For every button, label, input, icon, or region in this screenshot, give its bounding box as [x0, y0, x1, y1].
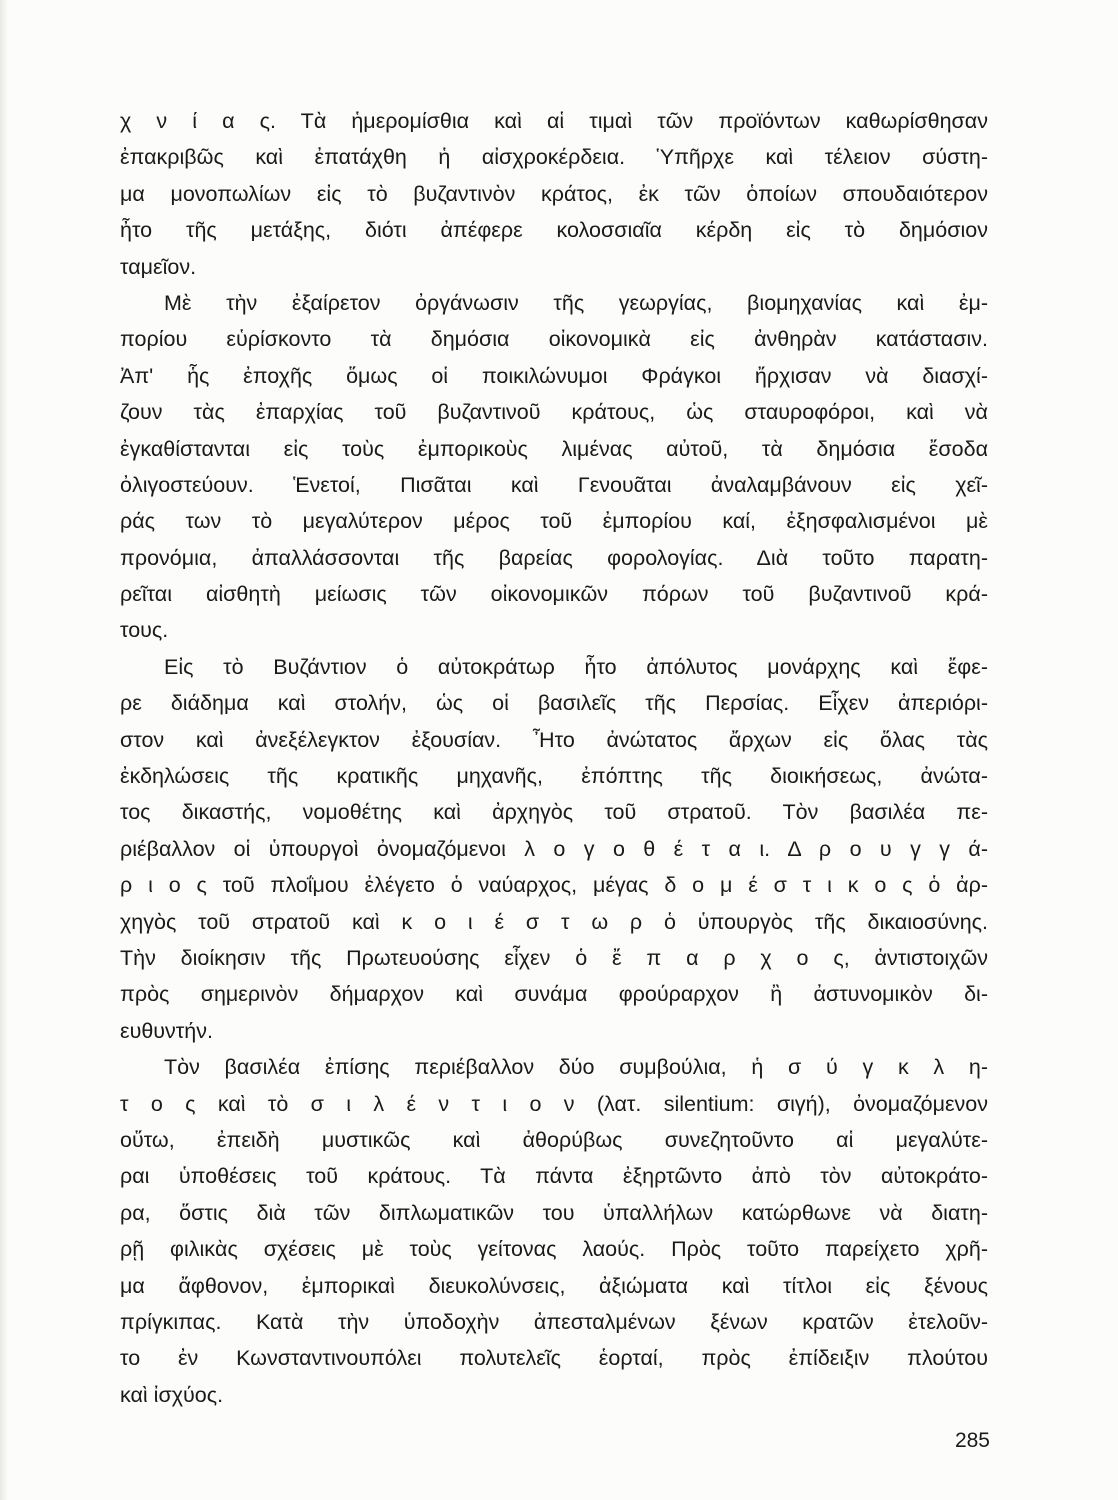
text-line: πρὸς σημερινὸν δήμαρχον καὶ συνάμα φρούραρχον ἢ ἀστυνομικὸν δι-: [120, 982, 988, 1007]
text-line: οὕτω, ἐπειδὴ μυστικῶς καὶ ἀθορύβως συνεζητοῦντο αἱ μεγαλύτε-: [120, 1127, 988, 1152]
text-line: μα ἄφθονον, ἐμπορικαὶ διευκολύνσεις, ἀξιώματα καὶ τίτλοι εἰς ξένους: [120, 1273, 988, 1298]
text-line: ἐπακριβῶς καὶ ἐπατάχθη ἡ αἰσχροκέρδεια. Ὑπῆρχε καὶ τέλειον σύστη-: [120, 145, 988, 170]
text-line: Τὴν διοίκησιν τῆς Πρωτευούσης εἶχεν ὁ ἔ π α ρ χ ο ς, ἀντιστοιχῶν: [120, 945, 988, 970]
text-line: ράς των τὸ μεγαλύτερον μέρος τοῦ ἐμπορίου καί, ἐξησφαλισμένοι μὲ: [120, 509, 988, 534]
body-text: [120, 103, 988, 1413]
text-line: πρίγκιπας. Κατὰ τὴν ὑποδοχὴν ἀπεσταλμένων ξένων κρατῶν ἐτελοῦν-: [120, 1309, 988, 1334]
text-line: ευθυντήν.: [120, 1018, 213, 1043]
page-number: 285: [954, 1429, 990, 1452]
text-line: τος δικαστής, νομοθέτης καὶ ἀρχηγὸς τοῦ στρατοῦ. Τὸν βασιλέα πε-: [120, 800, 988, 825]
text-line: Εἰς τὸ Βυζάντιον ὁ αὐτοκράτωρ ἦτο ἀπόλυτος μονάρχης καὶ ἔφε-: [164, 654, 988, 679]
text-line: Μὲ τὴν ἐξαίρετον ὀργάνωσιν τῆς γεωργίας, βιομηχανίας καὶ ἐμ-: [164, 290, 988, 315]
text-line: τ ο ς καὶ τὸ σ ι λ έ ν τ ι ο ν (λατ. silentium: σιγή), ὀνομαζόμενον: [120, 1091, 988, 1116]
text-line: ρα, ὅστις διὰ τῶν διπλωματικῶν του ὑπαλλήλων κατώρθωνε νὰ διατη-: [120, 1200, 988, 1225]
text-line: ζουν τὰς ἐπαρχίας τοῦ βυζαντινοῦ κράτους, ὡς σταυροφόροι, καὶ νὰ: [120, 400, 988, 425]
text-line: ἐκδηλώσεις τῆς κρατικῆς μηχανῆς, ἐπόπτης τῆς διοικήσεως, ἀνώτα-: [120, 764, 988, 789]
text-line: καὶ ἰσχύος.: [120, 1382, 224, 1407]
text-line: ρ ι ο ς τοῦ πλοΐμου ἐλέγετο ὁ ναύαρχος, μέγας δ ο μ έ σ τ ι κ ο ς ὁ ἀρ-: [120, 873, 988, 898]
text-line: μα μονοπωλίων εἰς τὸ βυζαντινὸν κράτος, ἐκ τῶν ὁποίων σπουδαιότερον: [120, 181, 988, 206]
text-line: το ἐν Κωνσταντινουπόλει πολυτελεῖς ἑορταί, πρὸς ἐπίδειξιν πλούτου: [120, 1346, 988, 1371]
text-line: ρῇ φιλικὰς σχέσεις μὲ τοὺς γείτονας λαούς. Πρὸς τοῦτο παρείχετο χρῆ-: [120, 1237, 988, 1262]
text-line: ἦτο τῆς μετάξης, διότι ἀπέφερε κολοσσιαῖα κέρδη εἰς τὸ δημόσιον: [120, 218, 988, 243]
text-line: χηγὸς τοῦ στρατοῦ καὶ κ ο ι έ σ τ ω ρ ὁ ὑπουργὸς τῆς δικαιοσύνης.: [120, 909, 988, 934]
text-line: ρε διάδημα καὶ στολήν, ὡς οἱ βασιλεῖς τῆς Περσίας. Εἶχεν ἀπεριόρι-: [120, 691, 988, 716]
text-line: ἐγκαθίστανται εἰς τοὺς ἐμπορικοὺς λιμένας αὐτοῦ, τὰ δημόσια ἔσοδα: [120, 436, 988, 461]
text-line: πορίου εὑρίσκοντο τὰ δημόσια οἰκονομικὰ εἰς ἀνθηρὰν κατάστασιν.: [120, 327, 988, 352]
text-line: στον καὶ ἀνεξέλεγκτον ἐξουσίαν. Ἦτο ἀνώτατος ἄρχων εἰς ὅλας τὰς: [120, 727, 988, 752]
text-line: Ἀπ' ἧς ἐποχῆς ὅμως οἱ ποικιλώνυμοι Φράγκοι ἤρχισαν νὰ διασχί-: [120, 363, 988, 388]
text-line: χ ν ί α ς. Τὰ ἡμερομίσθια καὶ αἱ τιμαὶ τῶν προϊόντων καθωρίσθησαν: [120, 109, 988, 133]
text-line: ρεῖται αἰσθητὴ μείωσις τῶν οἰκονομικῶν πόρων τοῦ βυζαντινοῦ κρά-: [120, 582, 988, 607]
text-line: ὀλιγοστεύουν. Ἑνετοί, Πισᾶται καὶ Γενουᾶται ἀναλαμβάνουν εἰς χεῖ-: [120, 472, 988, 497]
page-edge-shadow: [0, 0, 8, 1500]
text-line: τους.: [120, 618, 169, 643]
text-line: προνόμια, ἀπαλλάσσονται τῆς βαρείας φορολογίας. Διὰ τοῦτο παρατη-: [120, 545, 988, 570]
text-line: Τὸν βασιλέα ἐπίσης περιέβαλλον δύο συμβούλια, ἡ σ ύ γ κ λ η-: [164, 1055, 988, 1080]
text-line: ριέβαλλον οἱ ὑπουργοὶ ὀνομαζόμενοι λ ο γ ο θ έ τ α ι. Δ ρ ο υ γ γ ά-: [120, 836, 988, 861]
text-line: ταμεῖον.: [120, 254, 197, 279]
text-line: ραι ὑποθέσεις τοῦ κράτους. Τὰ πάντα ἐξηρτῶντο ἀπὸ τὸν αὐτοκράτο-: [120, 1164, 988, 1189]
